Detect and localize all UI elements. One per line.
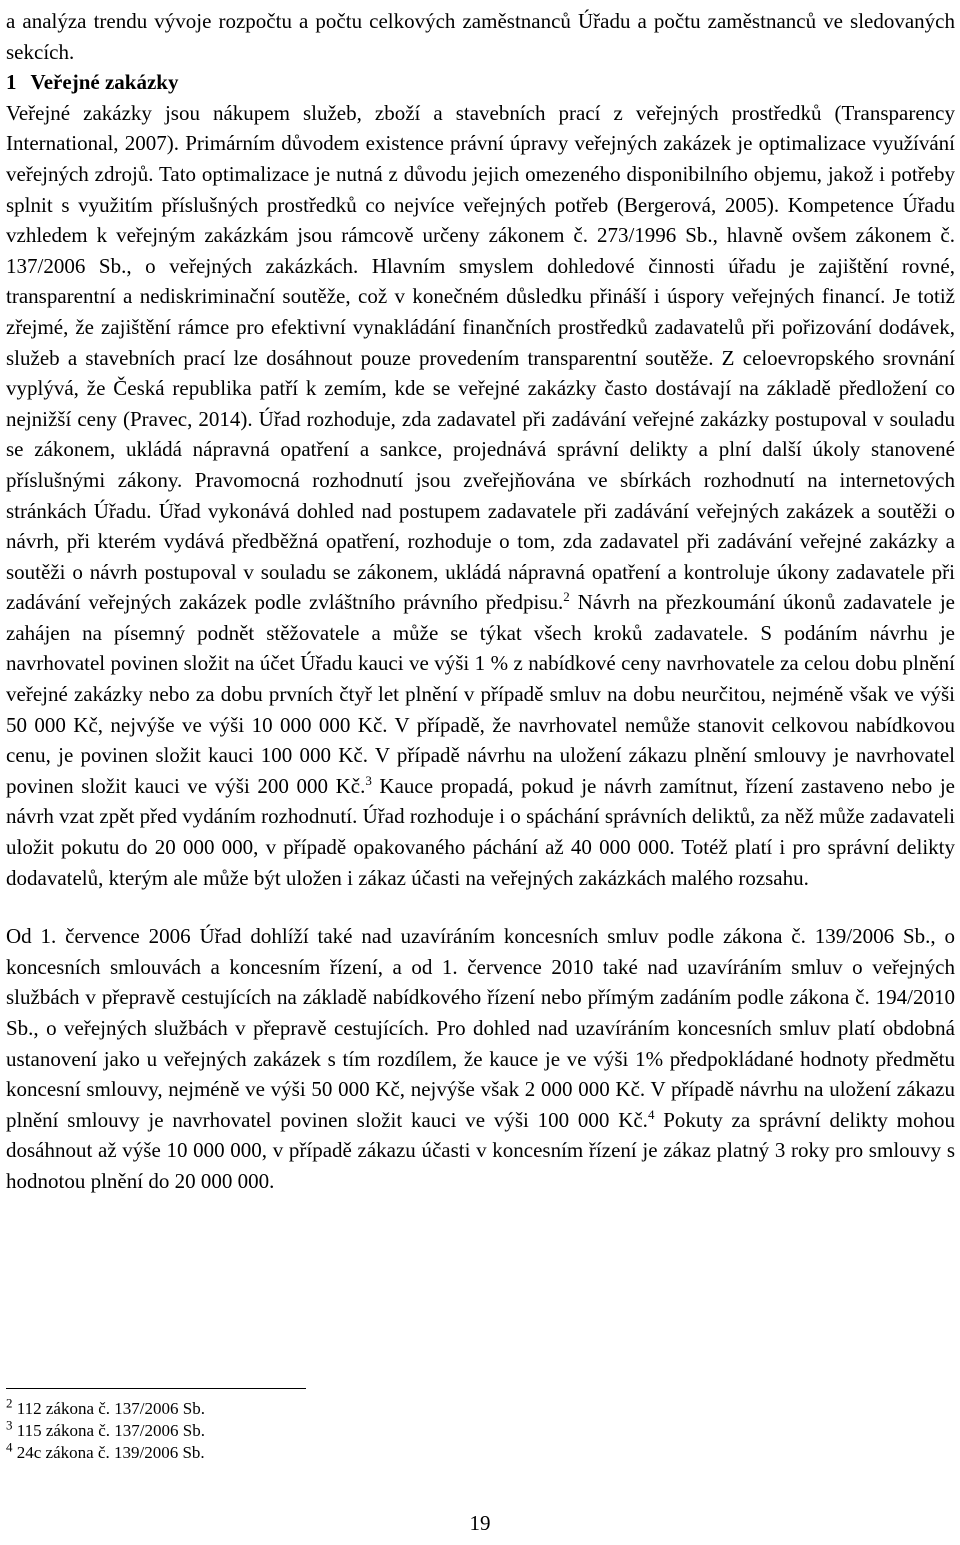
footnote-separator bbox=[6, 1388, 306, 1389]
page-number: 19 bbox=[469, 1511, 491, 1535]
body-paragraph-2 bbox=[6, 921, 955, 1196]
footnote-item bbox=[6, 1417, 606, 1442]
paragraph-1-text-b: Návrh na přezkoumání úkonů zadavatele je zahájen na písemný podnět stěžovatele a může se týkat všech kroků zadavatele. S podáním návrhu je navrhovatel povinen složit na účet Úřadu kauci ve výši 1 % z nabídkové ceny navrhovatele za celou dobu plnění veřejné zakázky nebo za dobu prvních čtyř let plnění v případě smluv na dobu neurčitou, nejméně však ve výši 50 000 Kč, nejvýše ve výši 10 000 000 Kč. V případě, že navrhovatel nemůže stanovit celkovou nabídkovou cenu, je povinen složit kauci 100 000 Kč. V případě návrhu na uložení zákazu plnění smlouvy je navrhovatel povinen složit kauci ve výši 200 000 Kč. bbox=[6, 590, 955, 798]
paragraph-2-text-b: Pokuty za správní delikty mohou dosáhnout až výše 10 000 000, v případě zákazu účasti v koncesním řízení je zákaz platný 3 roky pro smlouvy s hodnotou plnění do 20 000 000. bbox=[6, 1107, 955, 1193]
footnote-text: 24c zákona č. 139/2006 Sb. bbox=[16, 1443, 205, 1462]
paragraph-1-text-a: Veřejné zakázky jsou nákupem služeb, zboží a stavebních prací z veřejných prostředků (Transparency International, 2007). Primárním důvodem existence právní úpravy veřejných zakázek je optimalizace využívání veřejných zdrojů. Tato optimalizace je nutná z důvodu jejich omezeného disponibilního objemu, jakož i potřeby splnit s využitím příslušných prostředků co nejvíce veřejných potřeb (Bergerová, 2005). Kompetence Úřadu vzhledem k veřejným zakázkám jsou rámcově určeny zákonem č. 273/1996 Sb., hlavně ovšem zákonem č. 137/2006 Sb., o veřejných zakázkách. Hlavním smyslem dohledové činnosti úřadu je zajištění rovné, transparentní a nediskriminační soutěže, což v konečném důsledku přináší i úspory veřejných financí. Je totiž zřejmé, že zajištění rámce pro efektivní vynakládání finančních prostředků zadavatelů při pořizování dodávek, služeb a stavebních prací lze dosáhnout pouze provedením transparentní soutěže. Z celoevropského srovnání vyplývá, že Česká republika patří k zemím, kde se veřejné zakázky často dostávají na základě předložení co nejnižší ceny (Pravec, 2014). Úřad rozhoduje, zda zadavatel při zadávání veřejné zakázky postupoval v souladu se zákonem, ukládá nápravná opatření a sankce, projednává správní delikty a plní další úkoly stanovené příslušnými zákony. Pravomocná rozhodnutí jsou zveřejňována ve sbírkách rozhodnutí na internetových stránkách Úřadu. Úřad vykonává dohled nad postupem zadavatele při zadávání veřejných zakázek a soutěži o návrh, při kterém vydává předběžná opatření, rozhoduje o tom, zda zadavatel při zadávání veřejné zakázky a soutěži o návrh postupoval v souladu se zákonem, ukládá nápravná opatření a kontroluje úkony zadavatele při zadávání veřejných zakázek podle zvláštního právního předpisu. bbox=[6, 100, 955, 615]
footnotes bbox=[6, 1395, 606, 1464]
footnote-item bbox=[6, 1439, 606, 1464]
body-paragraph-1 bbox=[6, 98, 955, 893]
footnote-text: 115 zákona č. 137/2006 Sb. bbox=[16, 1421, 205, 1440]
footnote-number: 2 bbox=[6, 1395, 13, 1411]
document-page bbox=[6, 6, 955, 1197]
footnote-ref-4: 4 bbox=[647, 1106, 655, 1122]
footnote-ref-2: 2 bbox=[563, 589, 570, 605]
section-heading bbox=[6, 67, 955, 98]
paragraph-1-text-c: Kauce propadá, pokud je návrh zamítnut, řízení zastaveno nebo je návrh vzat zpět před vydáním rozhodnutí. Úřad rozhoduje i o spáchání správních deliktů, za něž může zadavateli uložit pokutu do 20 000 000, v případě opakovaného páchání až 40 000 000. Totéž platí i pro správní delikty dodavatelů, kterým ale může být uložen i zákaz účasti na veřejných zakázkách malého rozsahu. bbox=[6, 773, 956, 890]
footnote-text: 112 zákona č. 137/2006 Sb. bbox=[16, 1399, 205, 1418]
intro-paragraph: a analýza trendu vývoje rozpočtu a počtu celkových zaměstnanců Úřadu a počtu zaměstnanců ve sledovaných sekcích. bbox=[6, 9, 955, 64]
section-number: 1 bbox=[6, 70, 17, 95]
footnote-ref-3: 3 bbox=[365, 772, 372, 788]
footnote-number: 3 bbox=[6, 1417, 13, 1433]
section-title: Veřejné zakázky bbox=[30, 70, 179, 95]
footnote-number: 4 bbox=[6, 1439, 13, 1455]
paragraph-2-text-a: Od 1. července 2006 Úřad dohlíží také nad uzavíráním koncesních smluv podle zákona č. 139/2006 Sb., o koncesních smlouvách a koncesním řízení, a od 1. července 2010 také nad uzavíráním smluv o veřejných službách v přepravě cestujících na základě nabídkového řízení nebo přímým zadáním podle zákona č. 194/2010 Sb., o veřejných službách v přepravě cestujících. Pro dohled nad uzavíráním koncesních smluv platí obdobná ustanovení jako u veřejných zakázek s tím rozdílem, že kauce je ve výši 1% předpokládané hodnoty předmětu koncesní smlouvy, nejméně ve výši 50 000 Kč, nejvýše však 2 000 000 Kč. V případě návrhu na uložení zákazu plnění smlouvy je navrhovatel povinen složit kauci ve výši 100 000 Kč. bbox=[6, 924, 955, 1132]
footnote-item bbox=[6, 1395, 606, 1420]
